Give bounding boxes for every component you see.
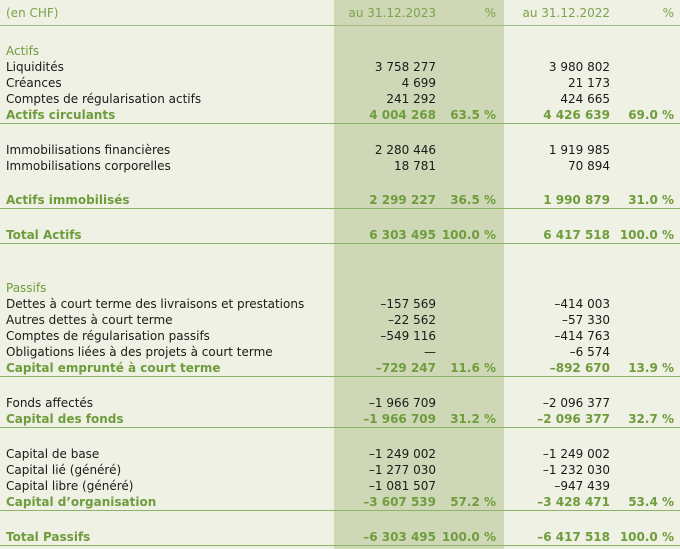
table-row: Liquidités 3 758 277 3 980 802 [6, 60, 610, 74]
section-actifs: Actifs [6, 44, 40, 58]
section-passifs: Passifs [6, 281, 47, 295]
table-row: Comptes de régularisation passifs –549 116 –414 763 [6, 329, 610, 343]
subtotal-capital-des-fonds: Capital des fonds –1 966 709 31.2 % –2 096 377 32.7 % [0, 411, 680, 428]
total-passifs: Total Passifs –6 303 495 100.0 % –6 417 518 100.0 % [0, 529, 680, 546]
subtotal-actifs-immobilises: Actifs immobilisés 2 299 227 36.5 % 1 990 879 31.0 % [0, 192, 680, 209]
header-row [0, 0, 680, 26]
table-row: Capital lié (généré) –1 277 030 –1 232 030 [6, 463, 610, 477]
table-row: Obligations liées à des projets à court terme — –6 574 [6, 345, 610, 359]
table-row: Dettes à court terme des livraisons et prestations –157 569 –414 003 [6, 297, 610, 311]
total-actifs: Total Actifs 6 303 495 100.0 % 6 417 518 100.0 % [0, 227, 680, 244]
table-row: Immobilisations corporelles 18 781 70 894 [6, 159, 610, 173]
table-row: Comptes de régularisation actifs 241 292 424 665 [6, 92, 610, 106]
subtotal-capital-emprunte: Capital emprunté à court terme –729 247 11.6 % –892 670 13.9 % [0, 360, 680, 377]
header-pct-2023: % [436, 0, 504, 26]
table-row: Fonds affectés –1 966 709 –2 096 377 [6, 396, 610, 410]
currency-label: (en CHF) [0, 0, 334, 26]
subtotal-actifs-circulants: Actifs circulants 4 004 268 63.5 % 4 426 639 69.0 % [0, 107, 680, 124]
header-2022: au 31.12.2022 [504, 0, 610, 26]
table-row: Immobilisations financières 2 280 446 1 919 985 [6, 143, 610, 157]
subtotal-capital-organisation: Capital d’organisation –3 607 539 57.2 % –3 428 471 53.4 % [0, 494, 680, 511]
table-row: Créances 4 699 21 173 [6, 76, 610, 90]
header-pct-2022: % [610, 0, 680, 26]
table-row: Capital libre (généré) –1 081 507 –947 439 [6, 479, 610, 493]
table-row: Capital de base –1 249 002 –1 249 002 [6, 447, 610, 461]
table-row: Autres dettes à court terme –22 562 –57 330 [6, 313, 610, 327]
header-2023: au 31.12.2023 [334, 0, 436, 26]
